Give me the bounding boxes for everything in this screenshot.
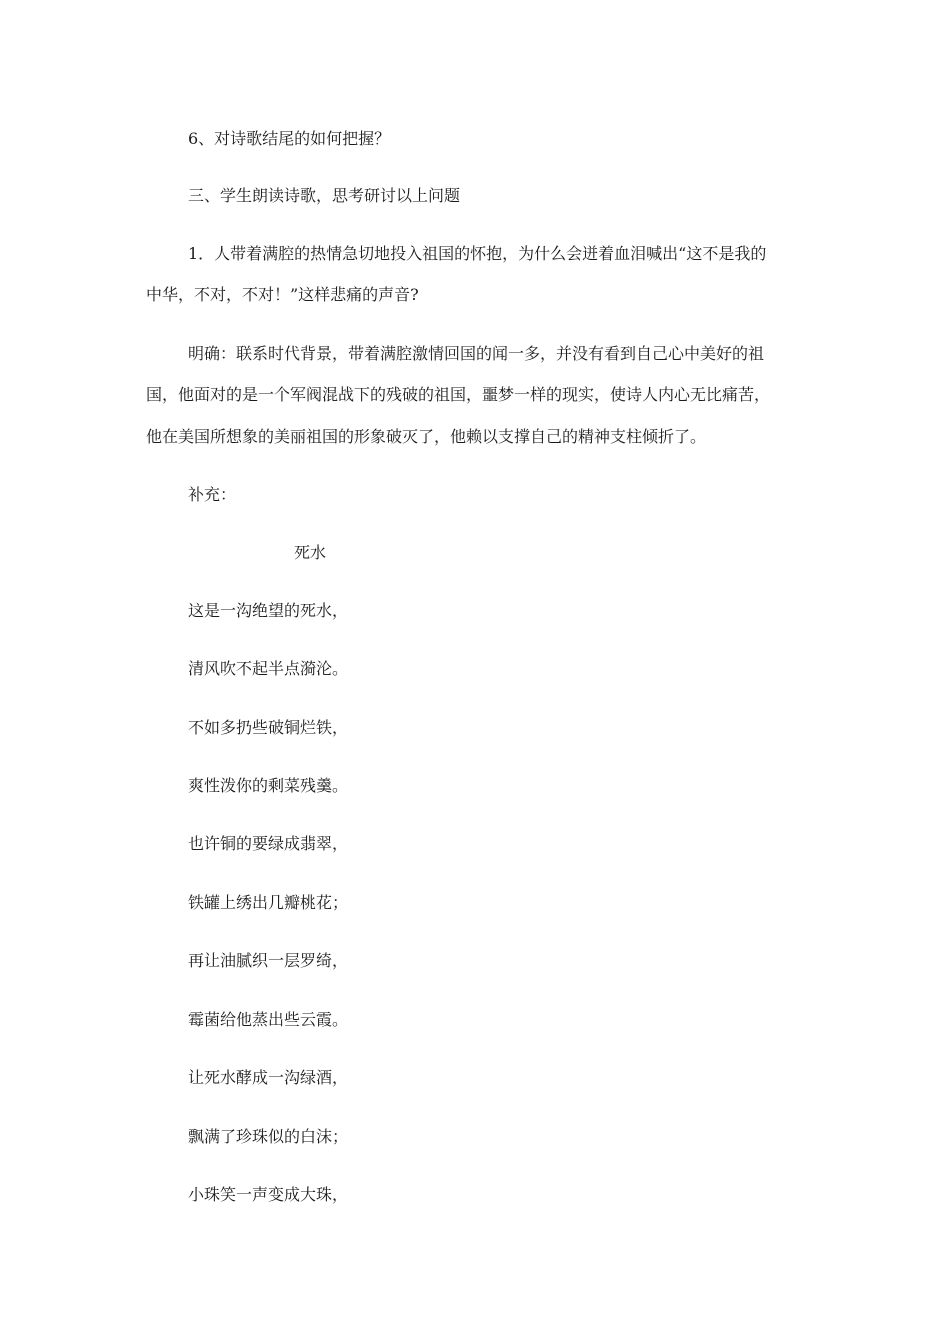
poem-line: 这是一沟绝望的死水， (188, 601, 349, 620)
poem-line: 也许铜的要绿成翡翠， (188, 834, 349, 853)
section-3-heading: 三、学生朗读诗歌，思考研讨以上问题 (188, 186, 461, 205)
question-6: 6、对诗歌结尾的如何把握？ (188, 129, 391, 148)
question-1-line-2: 中华，不对，不对！”这样悲痛的声音? (146, 285, 419, 304)
poem-line: 爽性泼你的剩菜残羹。 (188, 776, 349, 795)
poem-line: 霉菌给他蒸出些云霞。 (188, 1010, 349, 1029)
poem-line: 让死水酵成一沟绿酒， (188, 1068, 349, 1087)
poem-line: 小珠笑一声变成大珠， (188, 1185, 349, 1204)
poem-title: 死水 (294, 543, 327, 562)
question-1-line-1: 1．人带着满腔的热情急切地投入祖国的怀抱，为什么会迸着血泪喊出“这不是我的 (188, 244, 767, 263)
answer-line-3: 他在美国所想象的美丽祖国的形象破灭了，他赖以支撑自己的精神支柱倾折了。 (146, 427, 707, 446)
supplement-label: 补充： (188, 485, 237, 504)
poem-line: 清风吹不起半点漪沦。 (188, 659, 349, 678)
poem-line: 不如多扔些破铜烂铁， (188, 718, 349, 737)
poem-line: 铁罐上绣出几瓣桃花； (188, 893, 349, 912)
answer-line-2: 国，他面对的是一个军阀混战下的残破的祖国，噩梦一样的现实，使诗人内心无比痛苦， (146, 385, 771, 404)
answer-line-1: 明确：联系时代背景，带着满腔激情回国的闻一多，并没有看到自己心中美好的祖 (188, 344, 765, 363)
poem-line: 飘满了珍珠似的白沫； (188, 1127, 349, 1146)
poem-line: 再让油腻织一层罗绮， (188, 951, 349, 970)
